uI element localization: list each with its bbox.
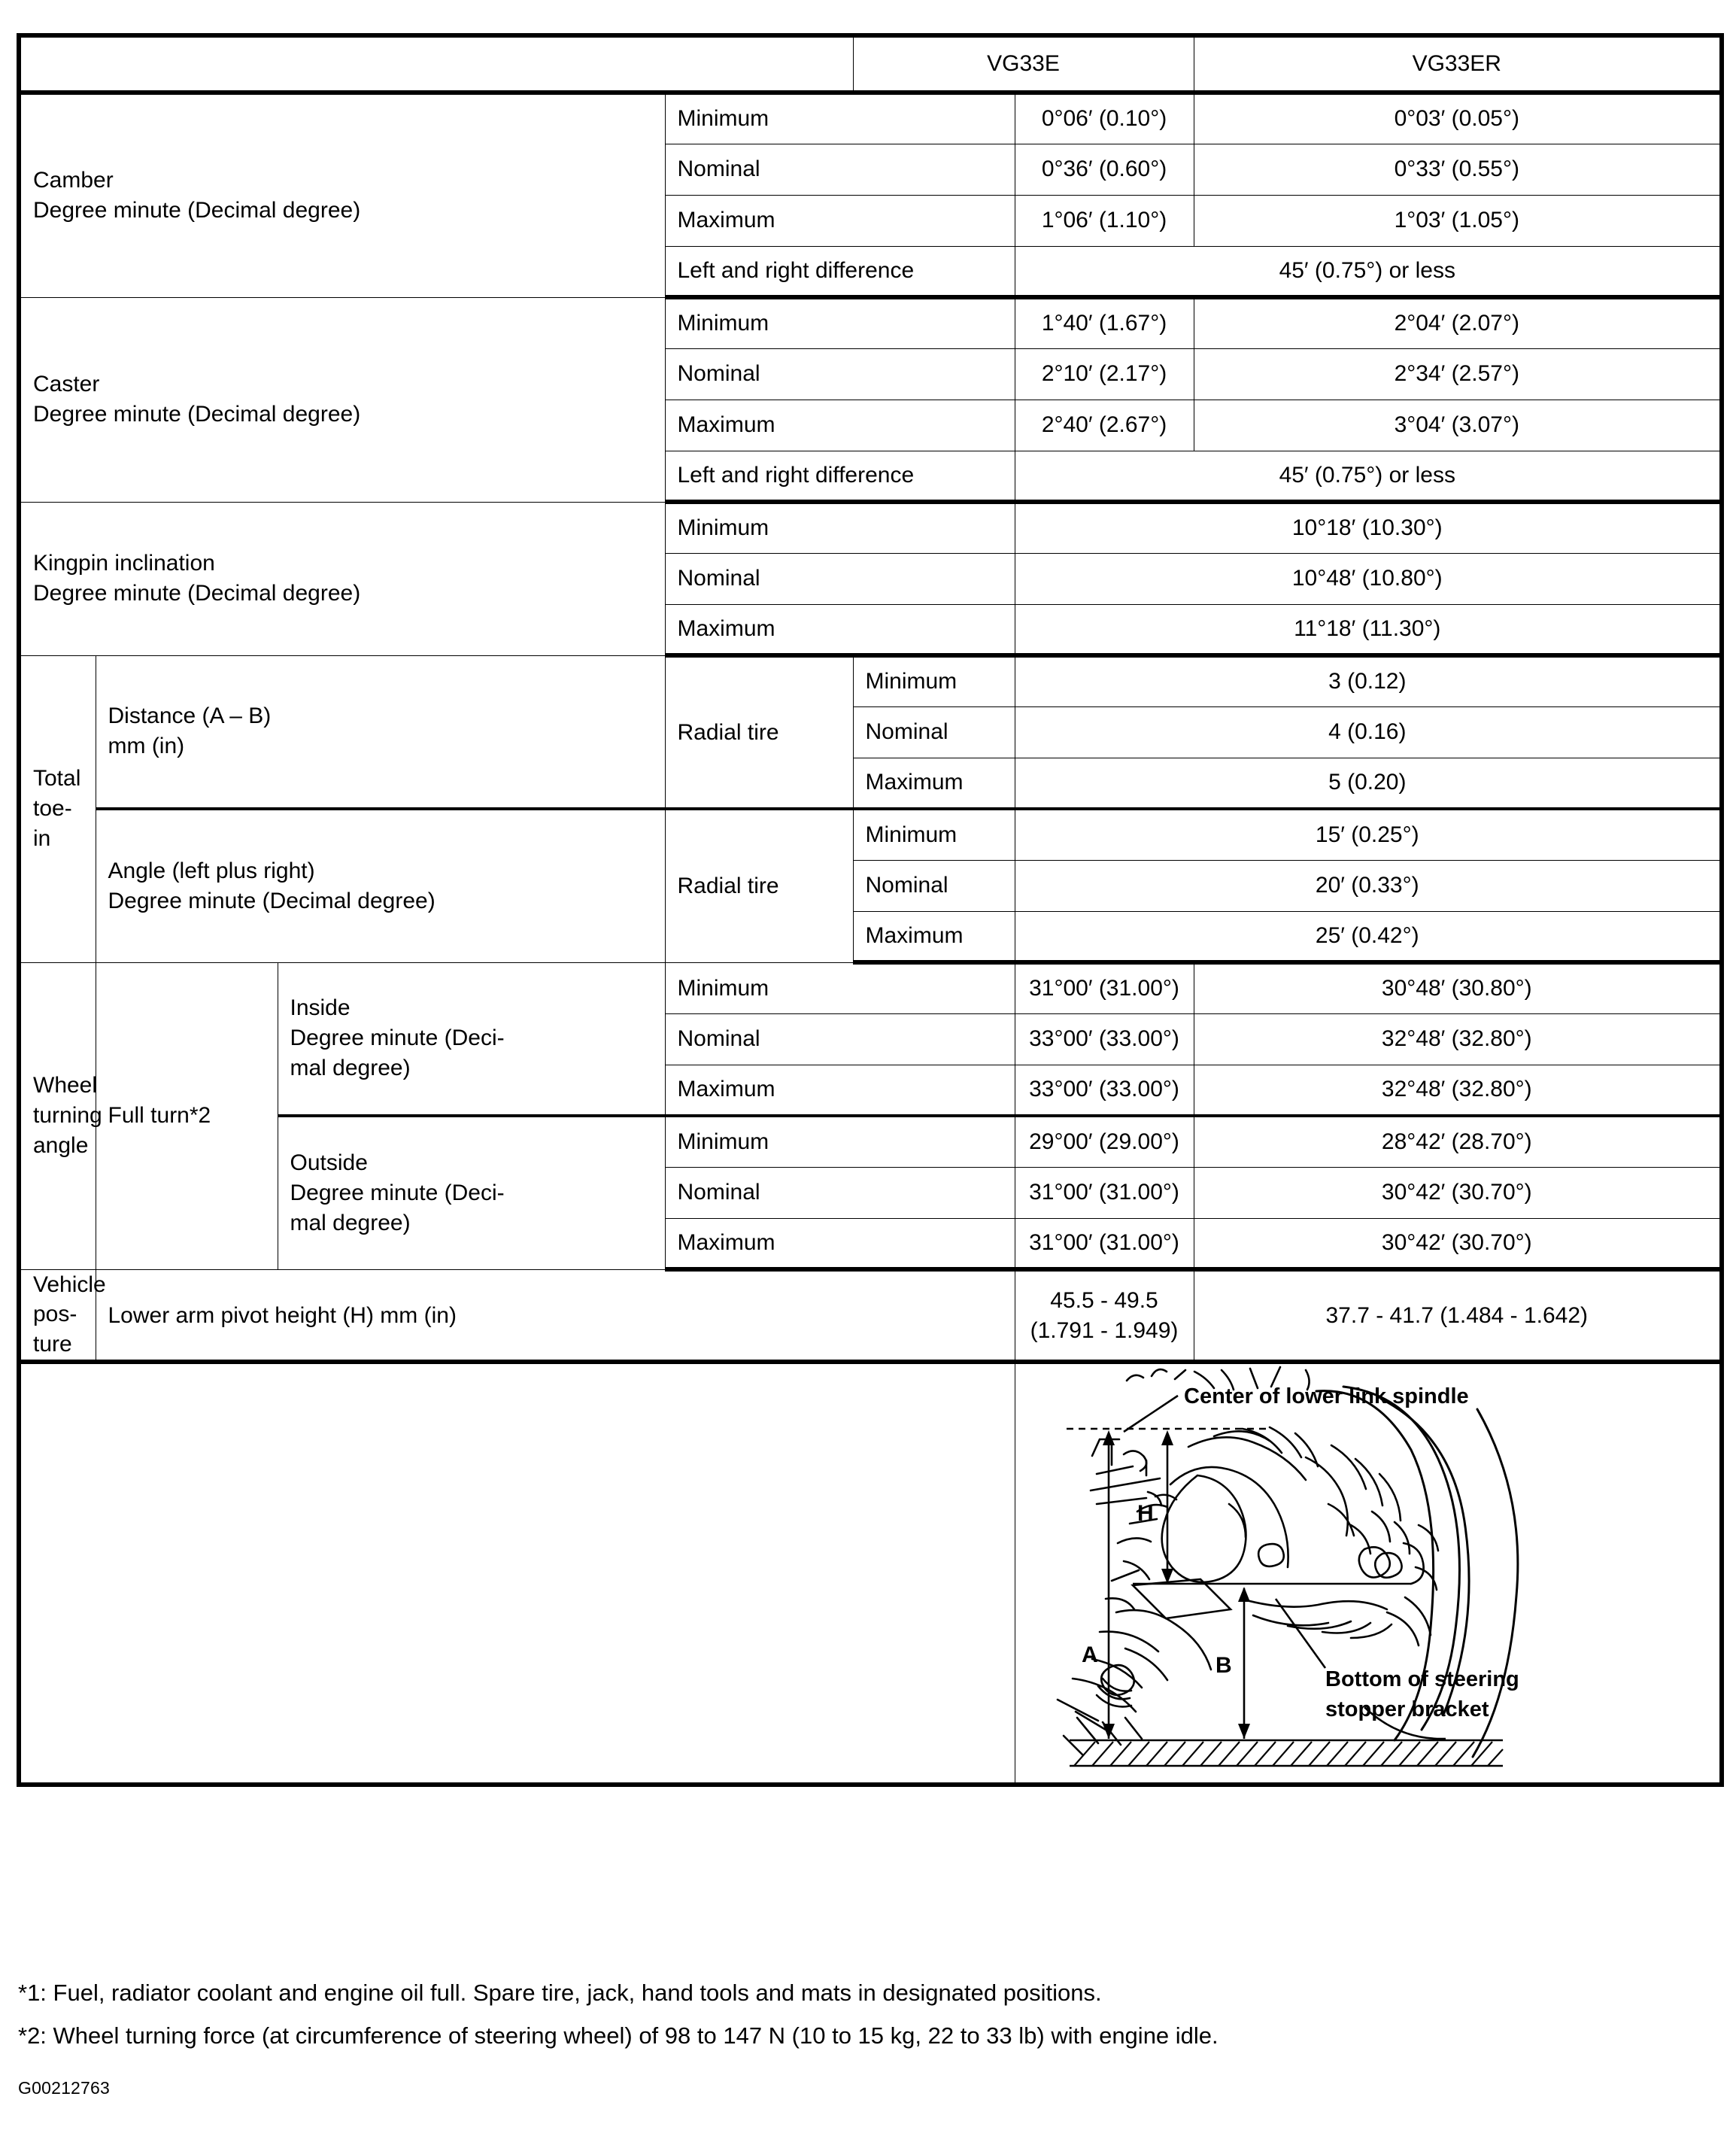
wta-inside-nominal-vg33er: 32°48′ (32.80°) [1194,1013,1722,1065]
camber-section-label [19,93,665,297]
caster-lrdiff-value: 45′ (0.75°) or less [1015,451,1722,502]
caster-nominal-label: Nominal [665,348,1015,400]
wta-inside-label-line2: Degree minute (Deci- [290,1025,505,1051]
wta-inside-maximum-label: Maximum [665,1065,1015,1116]
caster-minimum-vg33e: 1°40′ (1.67°) [1015,297,1194,348]
vehicle-posture-row [19,1269,1722,1362]
kingpin-section-label [19,502,665,655]
camber-label-line1: Camber [33,168,114,193]
table-header-row [19,35,1722,93]
illustration-row [19,1362,1722,1785]
wta-label-line1: Wheel turning [33,1073,102,1129]
caster-minimum-label: Minimum [665,297,1015,348]
toein-angle-label [96,809,665,962]
header-col-vg33e: VG33E [853,35,1194,93]
caster-maximum-label: Maximum [665,400,1015,451]
toein-distance-label [96,655,665,809]
wta-outside-nominal-vg33e: 31°00′ (31.00°) [1015,1167,1194,1218]
dimension-label-a: A [1081,1642,1098,1668]
camber-minimum-vg33er: 0°03′ (0.05°) [1194,93,1722,144]
toein-distance-maximum-label: Maximum [853,758,1015,809]
kingpin-maximum-value: 11°18′ (11.30°) [1015,604,1722,655]
camber-lrdiff-label: Left and right difference [665,246,1015,297]
caster-maximum-vg33er: 3°04′ (3.07°) [1194,400,1722,451]
caster-label-line2: Degree minute (Decimal degree) [33,402,361,427]
vehicle-posture-vg33e: 45.5 - 49.5 (1.791 - 1.949) [1015,1269,1194,1362]
caster-minimum-vg33er: 2°04′ (2.07°) [1194,297,1722,348]
kingpin-minimum-label: Minimum [665,502,1015,553]
vehicle-posture-vg33er: 37.7 - 41.7 (1.484 - 1.642) [1194,1269,1722,1362]
toein-angle-minimum-value: 15′ (0.25°) [1015,809,1722,860]
toein-distance-row-minimum [19,655,1722,706]
toein-distance-label-line2: mm (in) [108,734,185,759]
toein-distance-minimum-label: Minimum [853,655,1015,706]
wta-inside-maximum-vg33er: 32°48′ (32.80°) [1194,1065,1722,1116]
wta-full-turn-label: Full turn*2 [96,962,278,1269]
camber-maximum-label: Maximum [665,195,1015,246]
wta-inside-minimum-vg33e: 31°00′ (31.00°) [1015,962,1194,1013]
camber-maximum-vg33er: 1°03′ (1.05°) [1194,195,1722,246]
vehicle-posture-row-label: Lower arm pivot height (H) mm (in) [96,1269,1015,1362]
kingpin-maximum-label: Maximum [665,604,1015,655]
wta-inside-nominal-vg33e: 33°00′ (33.00°) [1015,1013,1194,1065]
camber-nominal-vg33e: 0°36′ (0.60°) [1015,144,1194,195]
wta-outside-nominal-label: Nominal [665,1167,1015,1218]
wta-inside-label-line3: mal degree) [290,1056,411,1081]
kingpin-row-minimum [19,502,1722,553]
camber-label-line2: Degree minute (Decimal degree) [33,198,361,223]
callout-bottom-of-steering-line1: Bottom of steering [1325,1667,1519,1692]
toein-angle-nominal-label: Nominal [853,860,1015,911]
dimension-label-b: B [1215,1653,1232,1679]
footnotes-block [18,1981,1703,2067]
camber-lrdiff-value: 45′ (0.75°) or less [1015,246,1722,297]
toein-distance-nominal-label: Nominal [853,706,1015,758]
illustration-blank-area [19,1362,1015,1785]
lower-arm-pivot-height-diagram [1027,1364,1708,1782]
wheel-alignment-spec-table [17,33,1724,1787]
toein-distance-tire: Radial tire [665,655,853,809]
caster-section-label [19,297,665,502]
dimension-label-h: H [1137,1501,1154,1527]
toein-distance-nominal-value: 4 (0.16) [1015,706,1722,758]
toein-angle-maximum-value: 25′ (0.42°) [1015,911,1722,962]
wta-outside-minimum-vg33e: 29°00′ (29.00°) [1015,1116,1194,1167]
wta-inside-label-line1: Inside [290,995,351,1021]
suspension-diagram-svg [1027,1364,1733,1782]
caster-lrdiff-label: Left and right difference [665,451,1015,502]
wta-outside-label-line3: mal degree) [290,1210,411,1235]
wta-label-line2: angle [33,1132,89,1158]
toein-angle-maximum-label: Maximum [853,911,1015,962]
camber-row-minimum [19,93,1722,144]
header-col-vg33er: VG33ER [1194,35,1722,93]
vehicle-posture-label-line2: ture [33,1332,72,1357]
kingpin-nominal-label: Nominal [665,553,1015,604]
vehicle-posture-label-line1: Vehicle pos- [33,1272,106,1327]
camber-nominal-label: Nominal [665,144,1015,195]
caster-nominal-vg33e: 2°10′ (2.17°) [1015,348,1194,400]
camber-minimum-label: Minimum [665,93,1015,144]
total-toein-section-label: Total toe-in [19,655,96,962]
kingpin-nominal-value: 10°48′ (10.80°) [1015,553,1722,604]
callout-center-of-lower-link-spindle: Center of lower link spindle [1183,1384,1469,1409]
wta-inside-minimum-vg33er: 30°48′ (30.80°) [1194,962,1722,1013]
header-spec-blank [19,35,853,93]
caster-maximum-vg33e: 2°40′ (2.67°) [1015,400,1194,451]
footnote-2: *2: Wheel turning force (at circumference of steering wheel) of 98 to 147 N (10 to 15 kg, 22 to 33 lb) with engine idle. [18,2022,1219,2049]
wta-inside-maximum-vg33e: 33°00′ (33.00°) [1015,1065,1194,1116]
wta-inside-label [278,962,665,1116]
toein-angle-tire: Radial tire [665,809,853,962]
callout-bottom-of-steering-line2: stopper bracket [1325,1697,1489,1722]
camber-nominal-vg33er: 0°33′ (0.55°) [1194,144,1722,195]
toein-distance-label-line1: Distance (A – B) [108,703,272,729]
vehicle-posture-section-label [19,1269,106,1362]
wta-outside-minimum-vg33er: 28°42′ (28.70°) [1194,1116,1722,1167]
illustration-cell [1015,1362,1722,1785]
toein-distance-maximum-value: 5 (0.20) [1015,758,1722,809]
caster-label-line1: Caster [33,372,100,397]
wheel-turning-angle-section-label [19,962,102,1269]
caster-nominal-vg33er: 2°34′ (2.57°) [1194,348,1722,400]
camber-minimum-vg33e: 0°06′ (0.10°) [1015,93,1194,144]
wta-outside-label-line1: Outside [290,1150,368,1175]
toein-angle-nominal-value: 20′ (0.33°) [1015,860,1722,911]
kingpin-label-line2: Degree minute (Decimal degree) [33,581,361,606]
caster-row-minimum [19,297,1722,348]
kingpin-label-line1: Kingpin inclination [33,551,215,576]
camber-maximum-vg33e: 1°06′ (1.10°) [1015,195,1194,246]
wta-outside-label-line2: Degree minute (Deci- [290,1180,505,1205]
wta-inside-minimum-label: Minimum [665,962,1015,1013]
wta-outside-nominal-vg33er: 30°42′ (30.70°) [1194,1167,1722,1218]
wta-outside-maximum-label: Maximum [665,1218,1015,1269]
wta-inside-row-minimum [19,962,1722,1013]
wta-outside-label [278,1116,665,1269]
kingpin-minimum-value: 10°18′ (10.30°) [1015,502,1722,553]
toein-angle-label-line1: Angle (left plus right) [108,858,315,883]
footnote-1: *1: Fuel, radiator coolant and engine oil full. Spare tire, jack, hand tools and mats in designated positions. [18,1980,1102,2006]
toein-angle-minimum-label: Minimum [853,809,1015,860]
wta-outside-maximum-vg33er: 30°42′ (30.70°) [1194,1218,1722,1269]
wta-outside-minimum-label: Minimum [665,1116,1015,1167]
wta-inside-nominal-label: Nominal [665,1013,1015,1065]
wta-outside-maximum-vg33e: 31°00′ (31.00°) [1015,1218,1194,1269]
document-id: G00212763 [18,2078,111,2098]
toein-angle-row-minimum [19,809,1722,860]
toein-distance-minimum-value: 3 (0.12) [1015,655,1722,706]
toein-angle-label-line2: Degree minute (Decimal degree) [108,888,436,913]
